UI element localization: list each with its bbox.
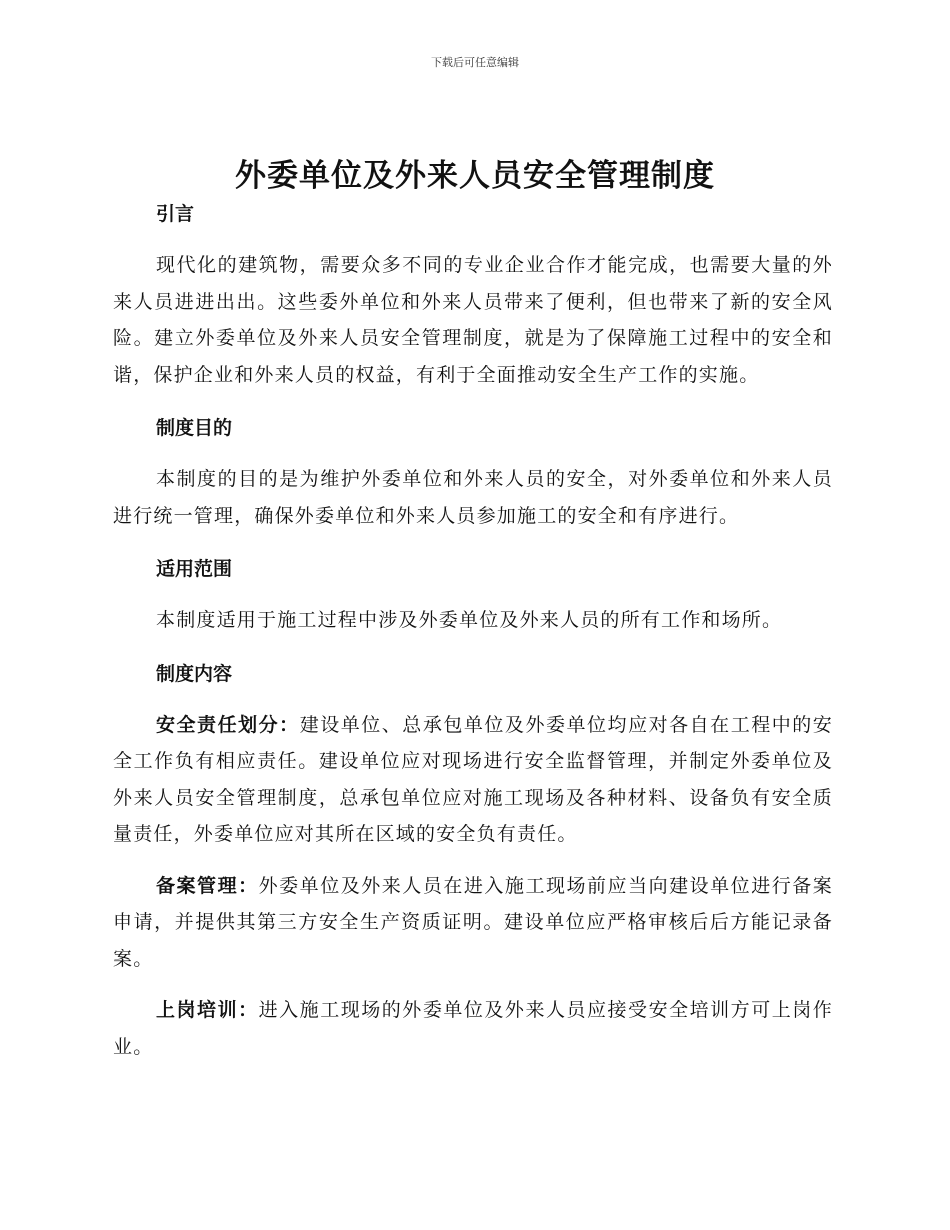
content-item-training <box>113 992 833 1065</box>
section-heading-purpose: 制度目的 <box>156 417 233 439</box>
content-item-lead: 安全责任划分： <box>156 713 300 736</box>
section-heading-scope: 适用范围 <box>156 558 233 580</box>
document-title: 外委单位及外来人员安全管理制度 <box>235 158 715 194</box>
paragraph-intro: 现代化的建筑物，需要众多不同的专业企业合作才能完成，也需要大量的外来人员进进出出。这些委外单位和外来人员带来了便利，但也带来了新的安全风险。建立外委单位及外来人员安全管理制度，就是为了保障施工过程中的安全和谐，保护企业和外来人员的权益，有利于全面推动安全生产工作的实施。 <box>113 254 833 386</box>
header-note: 下载后可任意编辑 <box>431 56 519 69</box>
paragraph-scope: 本制度适用于施工过程中涉及外委单位及外来人员的所有工作和场所。 <box>156 609 783 631</box>
paragraph-purpose: 本制度的目的是为维护外委单位和外来人员的安全，对外委单位和外来人员进行统一管理，确保外委单位和外来人员参加施工的安全和有序进行。 <box>113 468 833 527</box>
section-heading-intro: 引言 <box>156 203 195 225</box>
section-heading-content: 制度内容 <box>156 662 233 685</box>
content-item-text: 外委单位及外来人员在进入施工现场前应当向建设单位进行备案申请，并提供其第三方安全生产资质证明。建设单位应严格审核后后方能记录备案。 <box>113 874 833 970</box>
content-item-lead: 上岗培训： <box>156 999 259 1021</box>
content-item-text: 进入施工现场的外委单位及外来人员应接受安全培训方可上岗作业。 <box>113 999 833 1058</box>
document-body <box>113 196 833 1065</box>
content-item-responsibility <box>113 707 833 853</box>
content-item-text: 建设单位、总承包单位及外委单位均应对各自在工程中的安全工作负有相应责任。建设单位应对现场进行安全监督管理，并制定外委单位及外来人员安全管理制度，总承包单位应对施工现场及各种材料、设备负有安全质量责任，外委单位应对其所在区域的安全负有责任。 <box>113 713 834 845</box>
content-item-registration <box>113 868 833 978</box>
content-item-lead: 备案管理： <box>156 874 259 897</box>
